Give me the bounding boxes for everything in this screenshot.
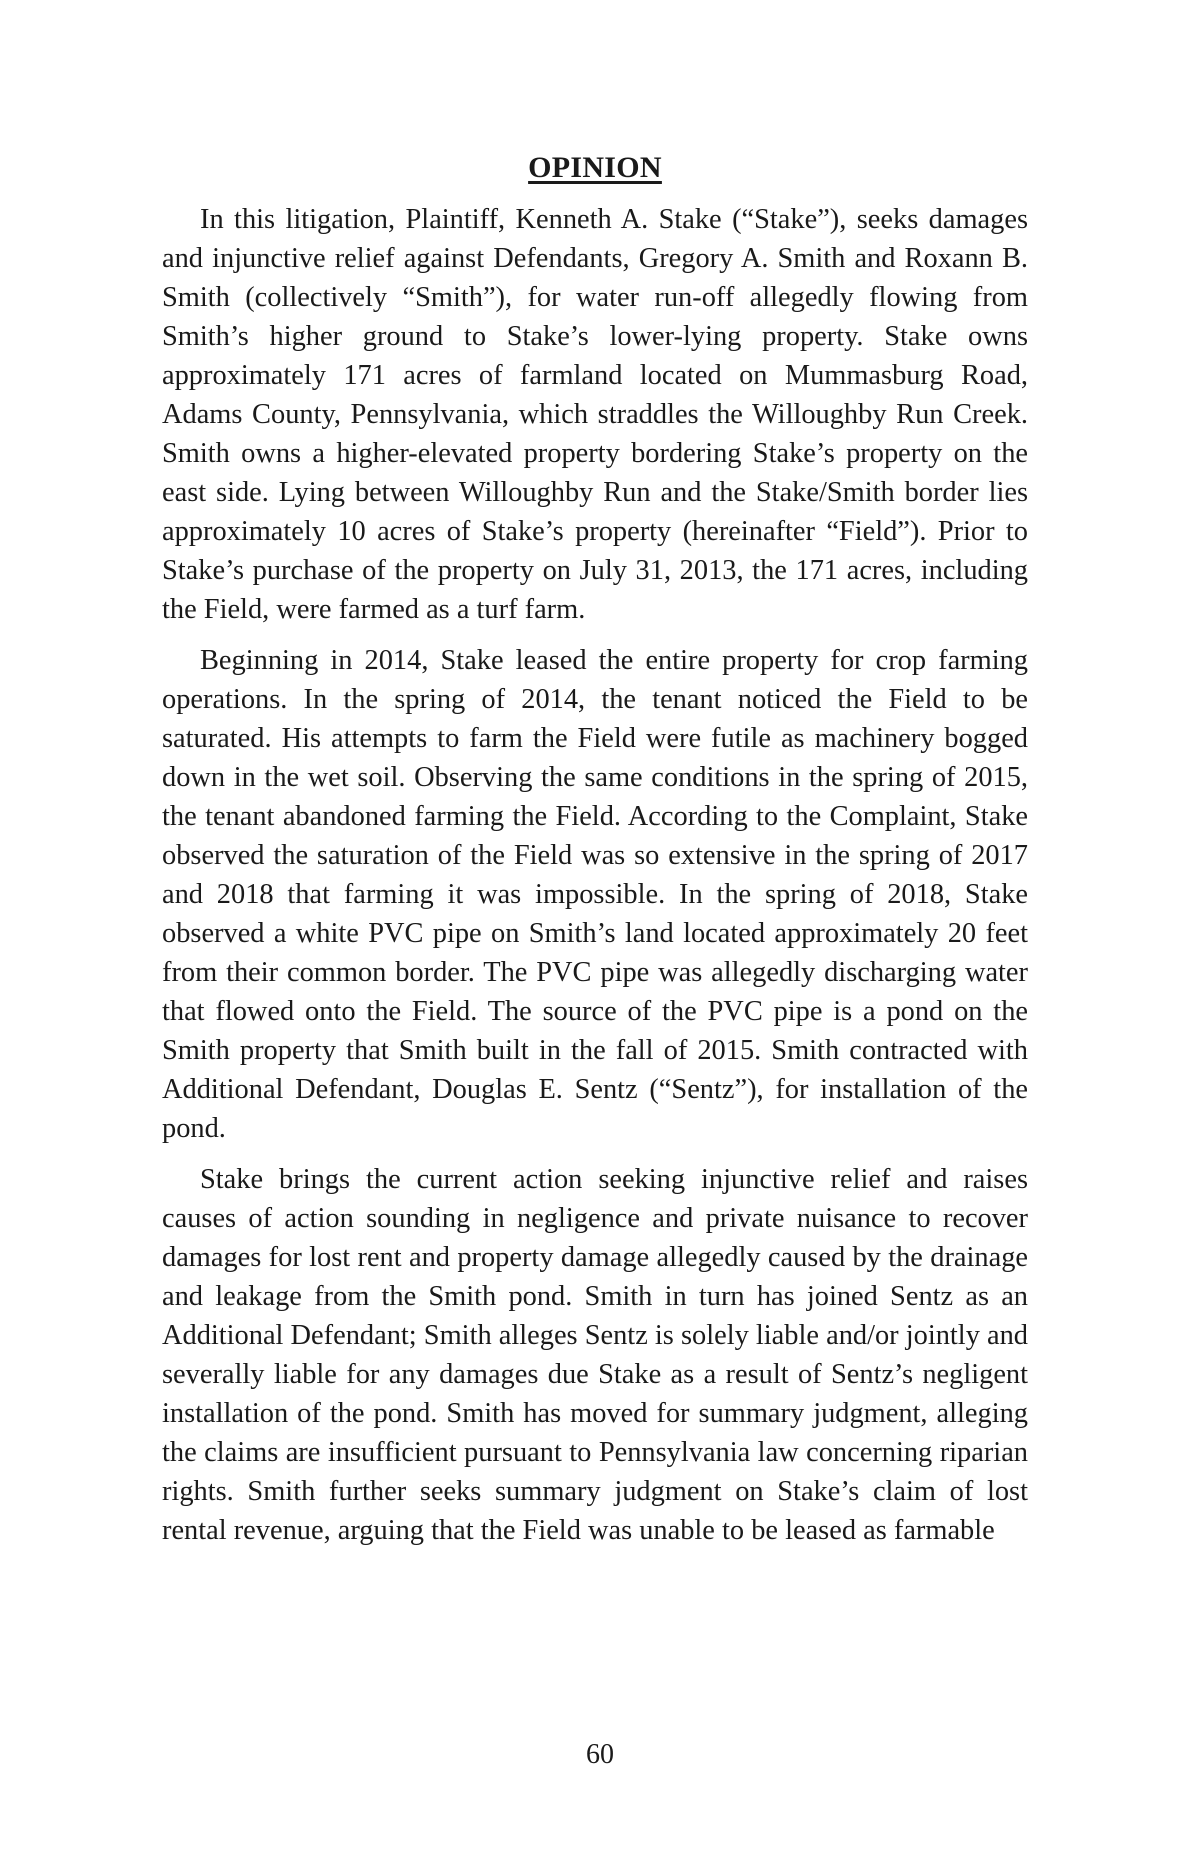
opinion-heading: OPINION xyxy=(528,151,662,184)
page-number: 60 xyxy=(586,1739,614,1770)
paragraph-3: Stake brings the current action seeking injunctive relief and raises causes of action sounding in negligence and private nuisance to recover damages for lost rent and property damage allegedly caused by the drainage and leakage from the Smith pond. Smith in turn has joined Sentz as an Additional Defendant; Smith alleges Sentz is solely liable and/or jointly and severally liable for any damages due Stake as a result of Sentz’s negligent installation of the pond. Smith has moved for summary judgment, alleging the claims are insufficient pursuant to Pennsylvania law concerning riparian rights. Smith further seeks summary judgment on Stake’s claim of lost rental revenue, arguing that the Field was unable to be leased as farmable xyxy=(162,1164,1028,1546)
paragraph-2: Beginning in 2014, Stake leased the entire property for crop farming operations. In the spring of 2014, the tenant noticed the Field to be saturated. His attempts to farm the Field were futile as machinery bogged down in the wet soil. Observing the same conditions in the spring of 2015, the tenant abandoned farming the Field. According to the Complaint, Stake observed the saturation of the Field was so extensive in the spring of 2017 and 2018 that farming it was impossible. In the spring of 2018, Stake observed a white PVC pipe on Smith’s land located approximately 20 feet from their common border. The PVC pipe was allegedly discharging water that flowed onto the Field. The source of the PVC pipe is a pond on the Smith property that Smith built in the fall of 2015. Smith contracted with Additional Defendant, Douglas E. Sentz (“Sentz”), for installation of the pond. xyxy=(162,645,1028,1144)
document-page xyxy=(162,150,1028,1562)
paragraph-1: In this litigation, Plaintiff, Kenneth A. Stake (“Stake”), seeks damages and injunctive relief against Defendants, Gregory A. Smith and Roxann B. Smith (collectively “Smith”), for water run-off allegedly flowing from Smith’s higher ground to Stake’s lower-lying property. Stake owns approximately 171 acres of farmland located on Mummasburg Road, Adams County, Pennsylvania, which straddles the Willoughby Run Creek. Smith owns a higher-elevated property bordering Stake’s property on the east side. Lying between Willoughby Run and the Stake/Smith border lies approximately 10 acres of Stake’s property (hereinafter “Field”). Prior to Stake’s purchase of the property on July 31, 2013, the 171 acres, including the Field, were farmed as a turf farm. xyxy=(162,204,1028,625)
